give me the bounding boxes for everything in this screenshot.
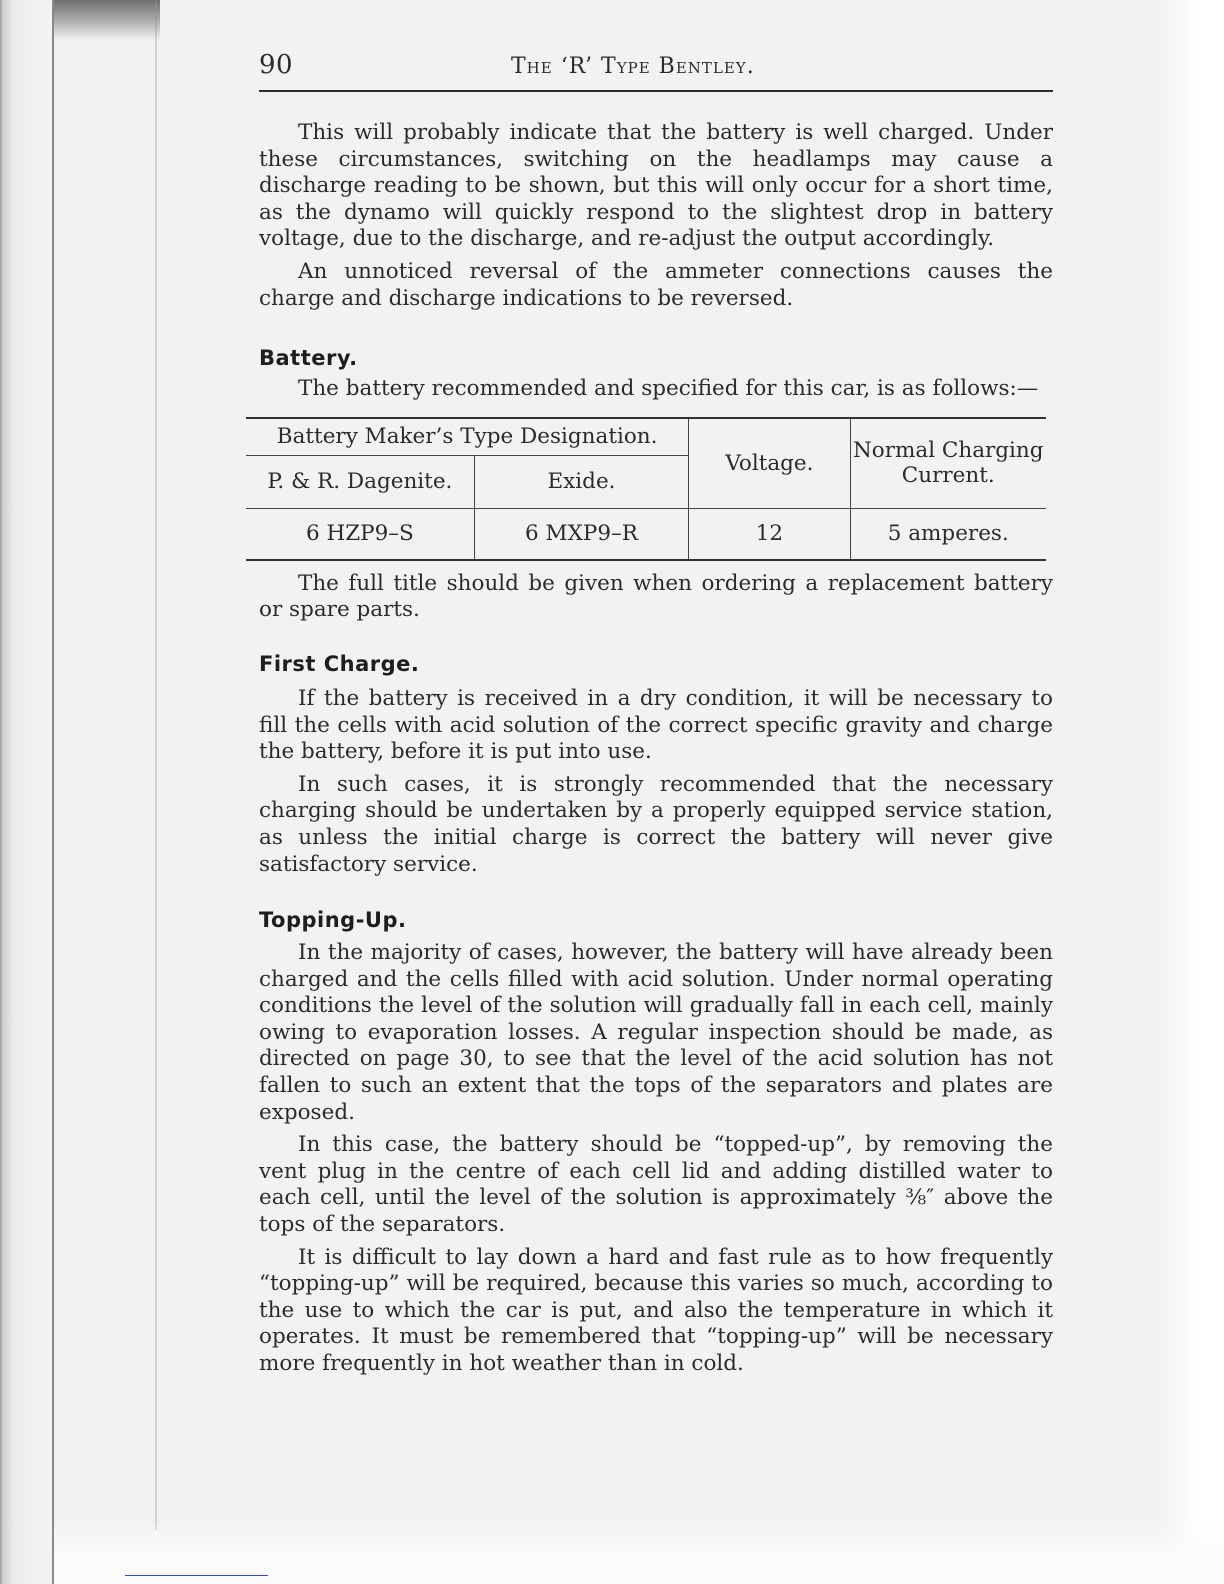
scan-page-edge [155,0,157,1530]
first-charge-paragraph-1: If the battery is received in a dry condition, it will be necessary to fill the cells with acid solution of the correct specific gravity and charge the battery, before it is put into use. [259,685,1053,765]
scan-corner-shadow [54,0,160,40]
battery-spec-table [246,417,1046,561]
cell-voltage: 12 [689,508,850,560]
cell-dagenite: 6 HZP9–S [246,508,474,560]
first-charge-heading: First Charge. [259,651,420,676]
table-header-row [246,418,1046,456]
cell-current: 5 amperes. [850,508,1046,560]
table-header-exide: Exide. [474,455,689,508]
table-row [246,508,1046,560]
intro-paragraph-2: An unnoticed reversal of the ammeter connections causes the charge and discharge indications to be reversed. [259,258,1053,311]
topping-up-paragraph-2: In this case, the battery should be “topped-up”, by removing the vent plug in the centre of each cell lid and adding distilled water to each cell, until the level of the solution is approximately ⅜″ above the tops of the separators. [259,1132,1053,1238]
scan-binding-shadow [0,0,54,1584]
scan-binding-edge [52,0,54,1584]
cell-exide: 6 MXP9–R [474,508,689,560]
first-charge-paragraph-2: In such cases, it is strongly recommended that the necessary charging should be undertaken by a properly equipped service station, as unless the initial charge is correct the battery will never give satisfactory service. [259,771,1053,877]
topping-up-paragraph-3: It is difficult to lay down a hard and fast rule as to how frequently “topping-up” will be required, because this varies so much, according to the use to which the car is put, and also the temperature in which it operates. It must be remembered that “topping-up” will be necessary more frequently in hot weather than in cold. [259,1244,1053,1376]
topping-up-heading: Topping-Up. [259,908,407,933]
battery-note: The full title should be given when ordering a replacement battery or spare parts. [259,570,1053,623]
running-title: The ‘R’ Type Bentley. [511,54,755,79]
battery-heading: Battery. [259,346,358,371]
battery-intro: The battery recommended and specified for this car, is as follows:— [298,376,1039,402]
topping-up-paragraph-1: In the majority of cases, however, the battery will have already been charged and the cells filled with acid solution. Under normal operating conditions the level of the solution will gradually fall in each cell, mainly owing to evaporation losses. A regular inspection should be made, as directed on page 30, to see that the level of the acid solution has not fallen to such an extent that the tops of the separators and plates are exposed. [259,940,1053,1125]
table-header-current: Normal Charging Current. [850,418,1046,509]
scan-blue-line [125,1575,268,1576]
running-head [259,40,1053,92]
scan-right-margin [1160,0,1224,1584]
table-header-dagenite: P. & R. Dagenite. [267,469,453,495]
table-group-header: Battery Maker’s Type Designation. [246,418,689,456]
page-number: 90 [259,50,294,80]
book-page [259,40,1053,1378]
intro-paragraph-1: This will probably indicate that the battery is well charged. Under these circumstances, switching on the headlamps may cause a discharge reading to be shown, but this will only occur for a short time, as the dynamo will quickly respond to the slightest drop in battery voltage, due to the discharge, and re-adjust the output accordingly. [259,120,1053,252]
table-header-voltage: Voltage. [689,418,850,509]
